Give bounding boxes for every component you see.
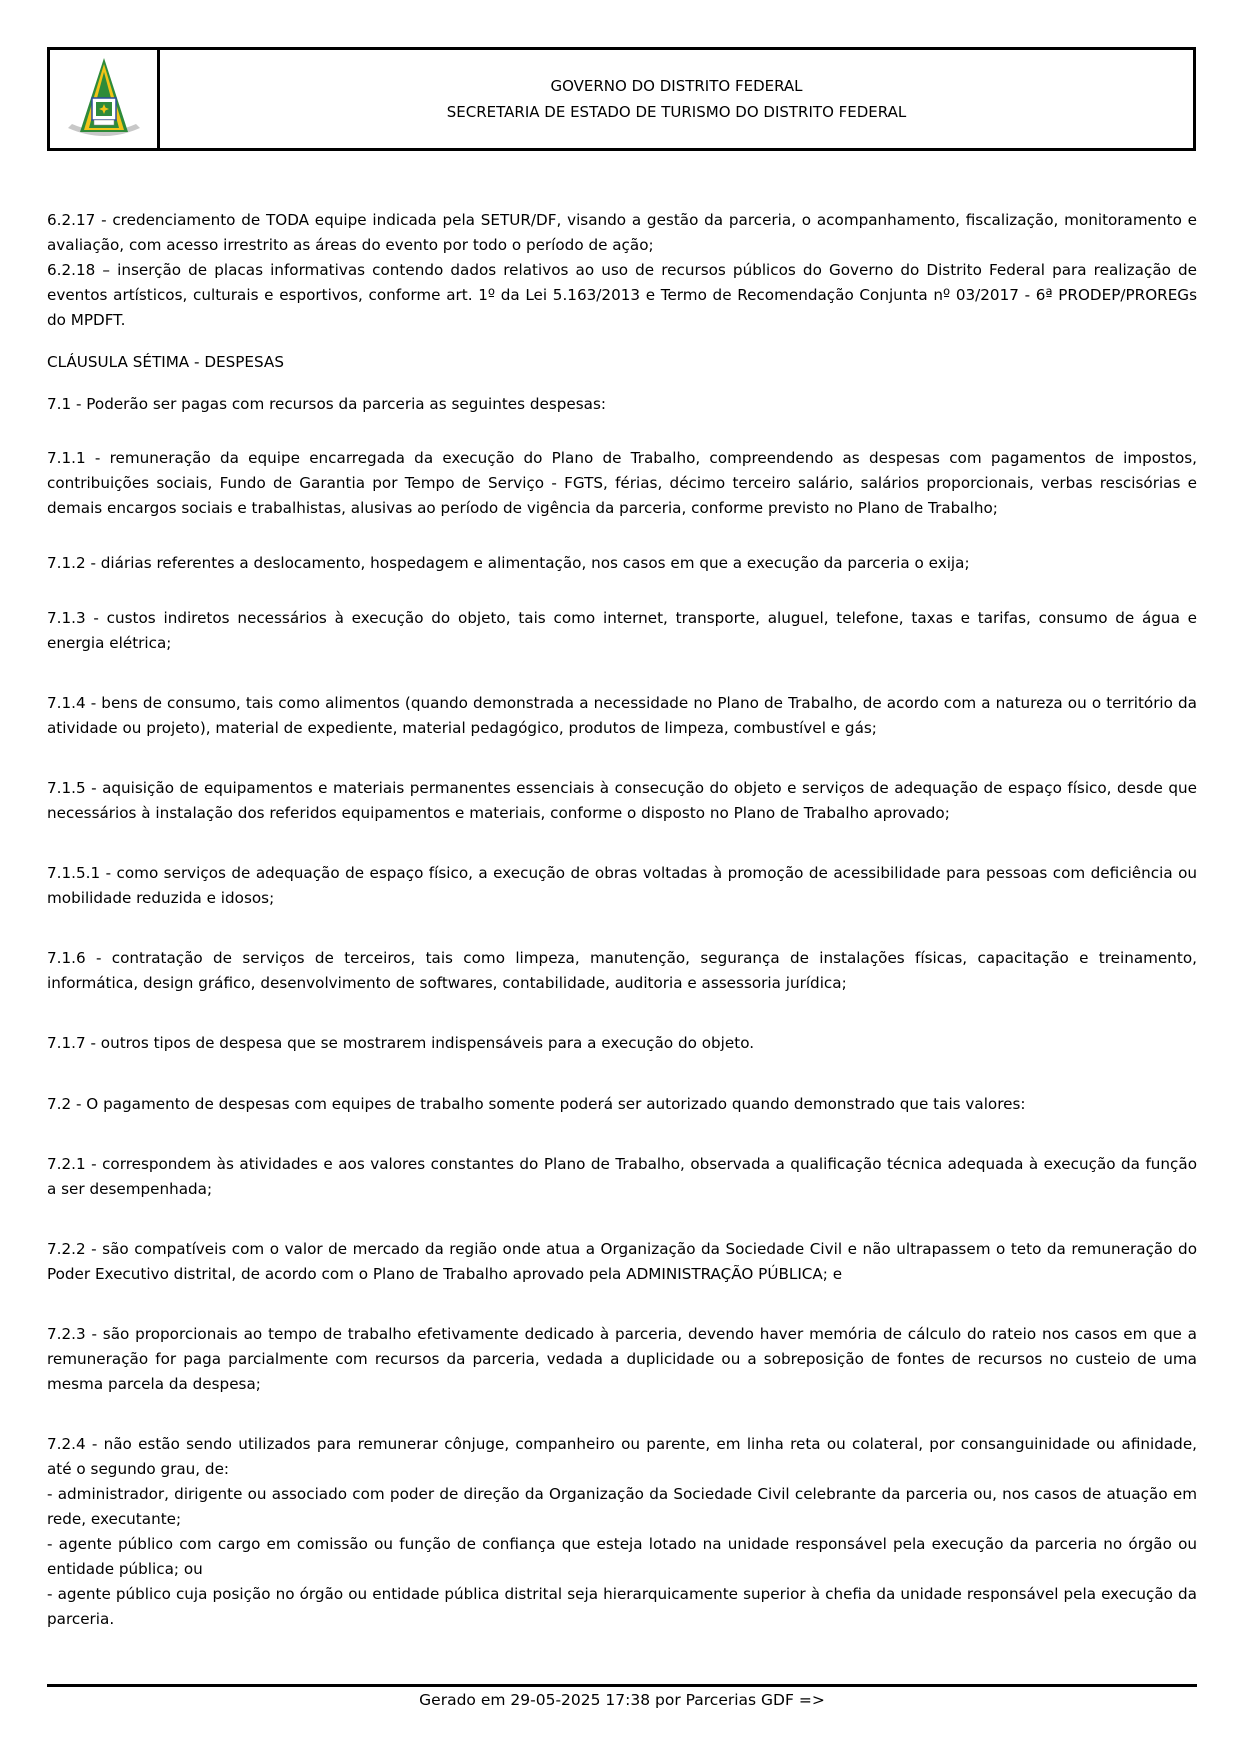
paragraph-7-2-2: 7.2.2 - são compatíveis com o valor de mercado da região onde atua a Organização da Sociedade Civil e não ultrapassem o teto da remuneração do Poder Executivo distrital, de acordo com o Plano de Trabalho aprovado pela ADMINISTRAÇÃO PÚBLICA; e	[47, 1240, 1197, 1283]
document-body	[47, 208, 1197, 1632]
paragraph-7-2: 7.2 - O pagamento de despesas com equipes de trabalho somente poderá ser autorizado quando demonstrado que tais valores:	[47, 1095, 1026, 1113]
list-item: - administrador, dirigente ou associado com poder de direção da Organização da Sociedade Civil celebrante da parceria ou, nos casos de atuação em rede, executante;	[47, 1485, 1197, 1528]
paragraph-7-1-5: 7.1.5 - aquisição de equipamentos e materiais permanentes essenciais à consecução do objeto e serviços de adequação de espaço físico, desde que necessários à instalação dos referidos equipamentos e materiais, conforme o disposto no Plano de Trabalho aprovado;	[47, 779, 1197, 822]
paragraph-7-2-4: 7.2.4 - não estão sendo utilizados para remunerar cônjuge, companheiro ou parente, em linha reta ou colateral, por consanguinidade ou afinidade, até o segundo grau, de:	[47, 1435, 1197, 1478]
paragraph-7-1-1: 7.1.1 - remuneração da equipe encarregada da execução do Plano de Trabalho, compreendendo as despesas com pagamentos de impostos, contribuições sociais, Fundo de Garantia por Tempo de Serviço - FGTS, férias, décimo terceiro salário, salários proporcionais, verbas rescisórias e demais encargos sociais e trabalhistas, alusivas ao período de vigência da parceria, conforme previsto no Plano de Trabalho;	[47, 449, 1197, 517]
paragraph-7-1: 7.1 - Poderão ser pagas com recursos da parceria as seguintes despesas:	[47, 395, 607, 413]
paragraph-7-2-1: 7.2.1 - correspondem às atividades e aos valores constantes do Plano de Trabalho, observada a qualificação técnica adequada à execução da função a ser desempenhada;	[47, 1155, 1197, 1198]
paragraph-7-2-3: 7.2.3 - são proporcionais ao tempo de trabalho efetivamente dedicado à parceria, devendo haver memória de cálculo do rateio nos casos em que a remuneração for paga parcialmente com recursos da parceria, vedada a duplicidade ou a sobreposição de fontes de recursos no custeio de uma mesma parcela da despesa;	[47, 1325, 1197, 1393]
list-item: - agente público com cargo em comissão ou função de confiança que esteja lotado na unidade responsável pela execução da parceria no órgão ou entidade pública; ou	[47, 1535, 1197, 1578]
footer-divider	[47, 1684, 1197, 1687]
paragraph-7-1-5-1: 7.1.5.1 - como serviços de adequação de espaço físico, a execução de obras voltadas à promoção de acessibilidade para pessoas com deficiência ou mobilidade reduzida e idosos;	[47, 864, 1197, 907]
paragraph-7-1-4: 7.1.4 - bens de consumo, tais como alimentos (quando demonstrada a necessidade no Plano de Trabalho, de acordo com a natureza ou o território da atividade ou projeto), material de expediente, material pedagógico, produtos de limpeza, combustível e gás;	[47, 694, 1197, 737]
logo-cell	[50, 50, 160, 148]
paragraph-6-2-17: 6.2.17 - credenciamento de TODA equipe indicada pela SETUR/DF, visando a gestão da parceria, o acompanhamento, fiscalização, monitoramento e avaliação, com acesso irrestrito as áreas do evento por todo o período de ação;	[47, 211, 1197, 254]
gdf-emblem-icon	[64, 54, 144, 144]
header-line-1: GOVERNO DO DISTRITO FEDERAL	[550, 77, 803, 95]
header-line-2: SECRETARIA DE ESTADO DE TURISMO DO DISTRITO FEDERAL	[446, 103, 907, 121]
paragraph-7-1-7: 7.1.7 - outros tipos de despesa que se mostrarem indispensáveis para a execução do objeto.	[47, 1034, 755, 1052]
paragraph-6-2-18: 6.2.18 – inserção de placas informativas contendo dados relativos ao uso de recursos públicos do Governo do Distrito Federal para realização de eventos artísticos, culturais e esportivos, conforme art. 1º da Lei 5.163/2013 e Termo de Recomendação Conjunta nº 03/2017 - 6ª PRODEP/PROREGs do MPDFT.	[47, 261, 1197, 329]
paragraph-7-1-6: 7.1.6 - contratação de serviços de terceiros, tais como limpeza, manutenção, segurança de instalações físicas, capacitação e treinamento, informática, design gráfico, desenvolvimento de softwares, contabilidade, auditoria e assessoria jurídica;	[47, 949, 1197, 992]
header-text	[160, 50, 1193, 148]
footer-generated-text: Gerado em 29-05-2025 17:38 por Parcerias GDF =>	[419, 1691, 825, 1709]
clause-heading: CLÁUSULA SÉTIMA - DESPESAS	[47, 353, 284, 371]
document-header	[47, 47, 1196, 151]
list-item: - agente público cuja posição no órgão ou entidade pública distrital seja hierarquicamente superior à chefia da unidade responsável pela execução da parceria.	[47, 1585, 1197, 1628]
paragraph-7-1-2: 7.1.2 - diárias referentes a deslocamento, hospedagem e alimentação, nos casos em que a execução da parceria o exija;	[47, 554, 970, 572]
paragraph-7-1-3: 7.1.3 - custos indiretos necessários à execução do objeto, tais como internet, transporte, aluguel, telefone, taxas e tarifas, consumo de água e energia elétrica;	[47, 609, 1197, 652]
